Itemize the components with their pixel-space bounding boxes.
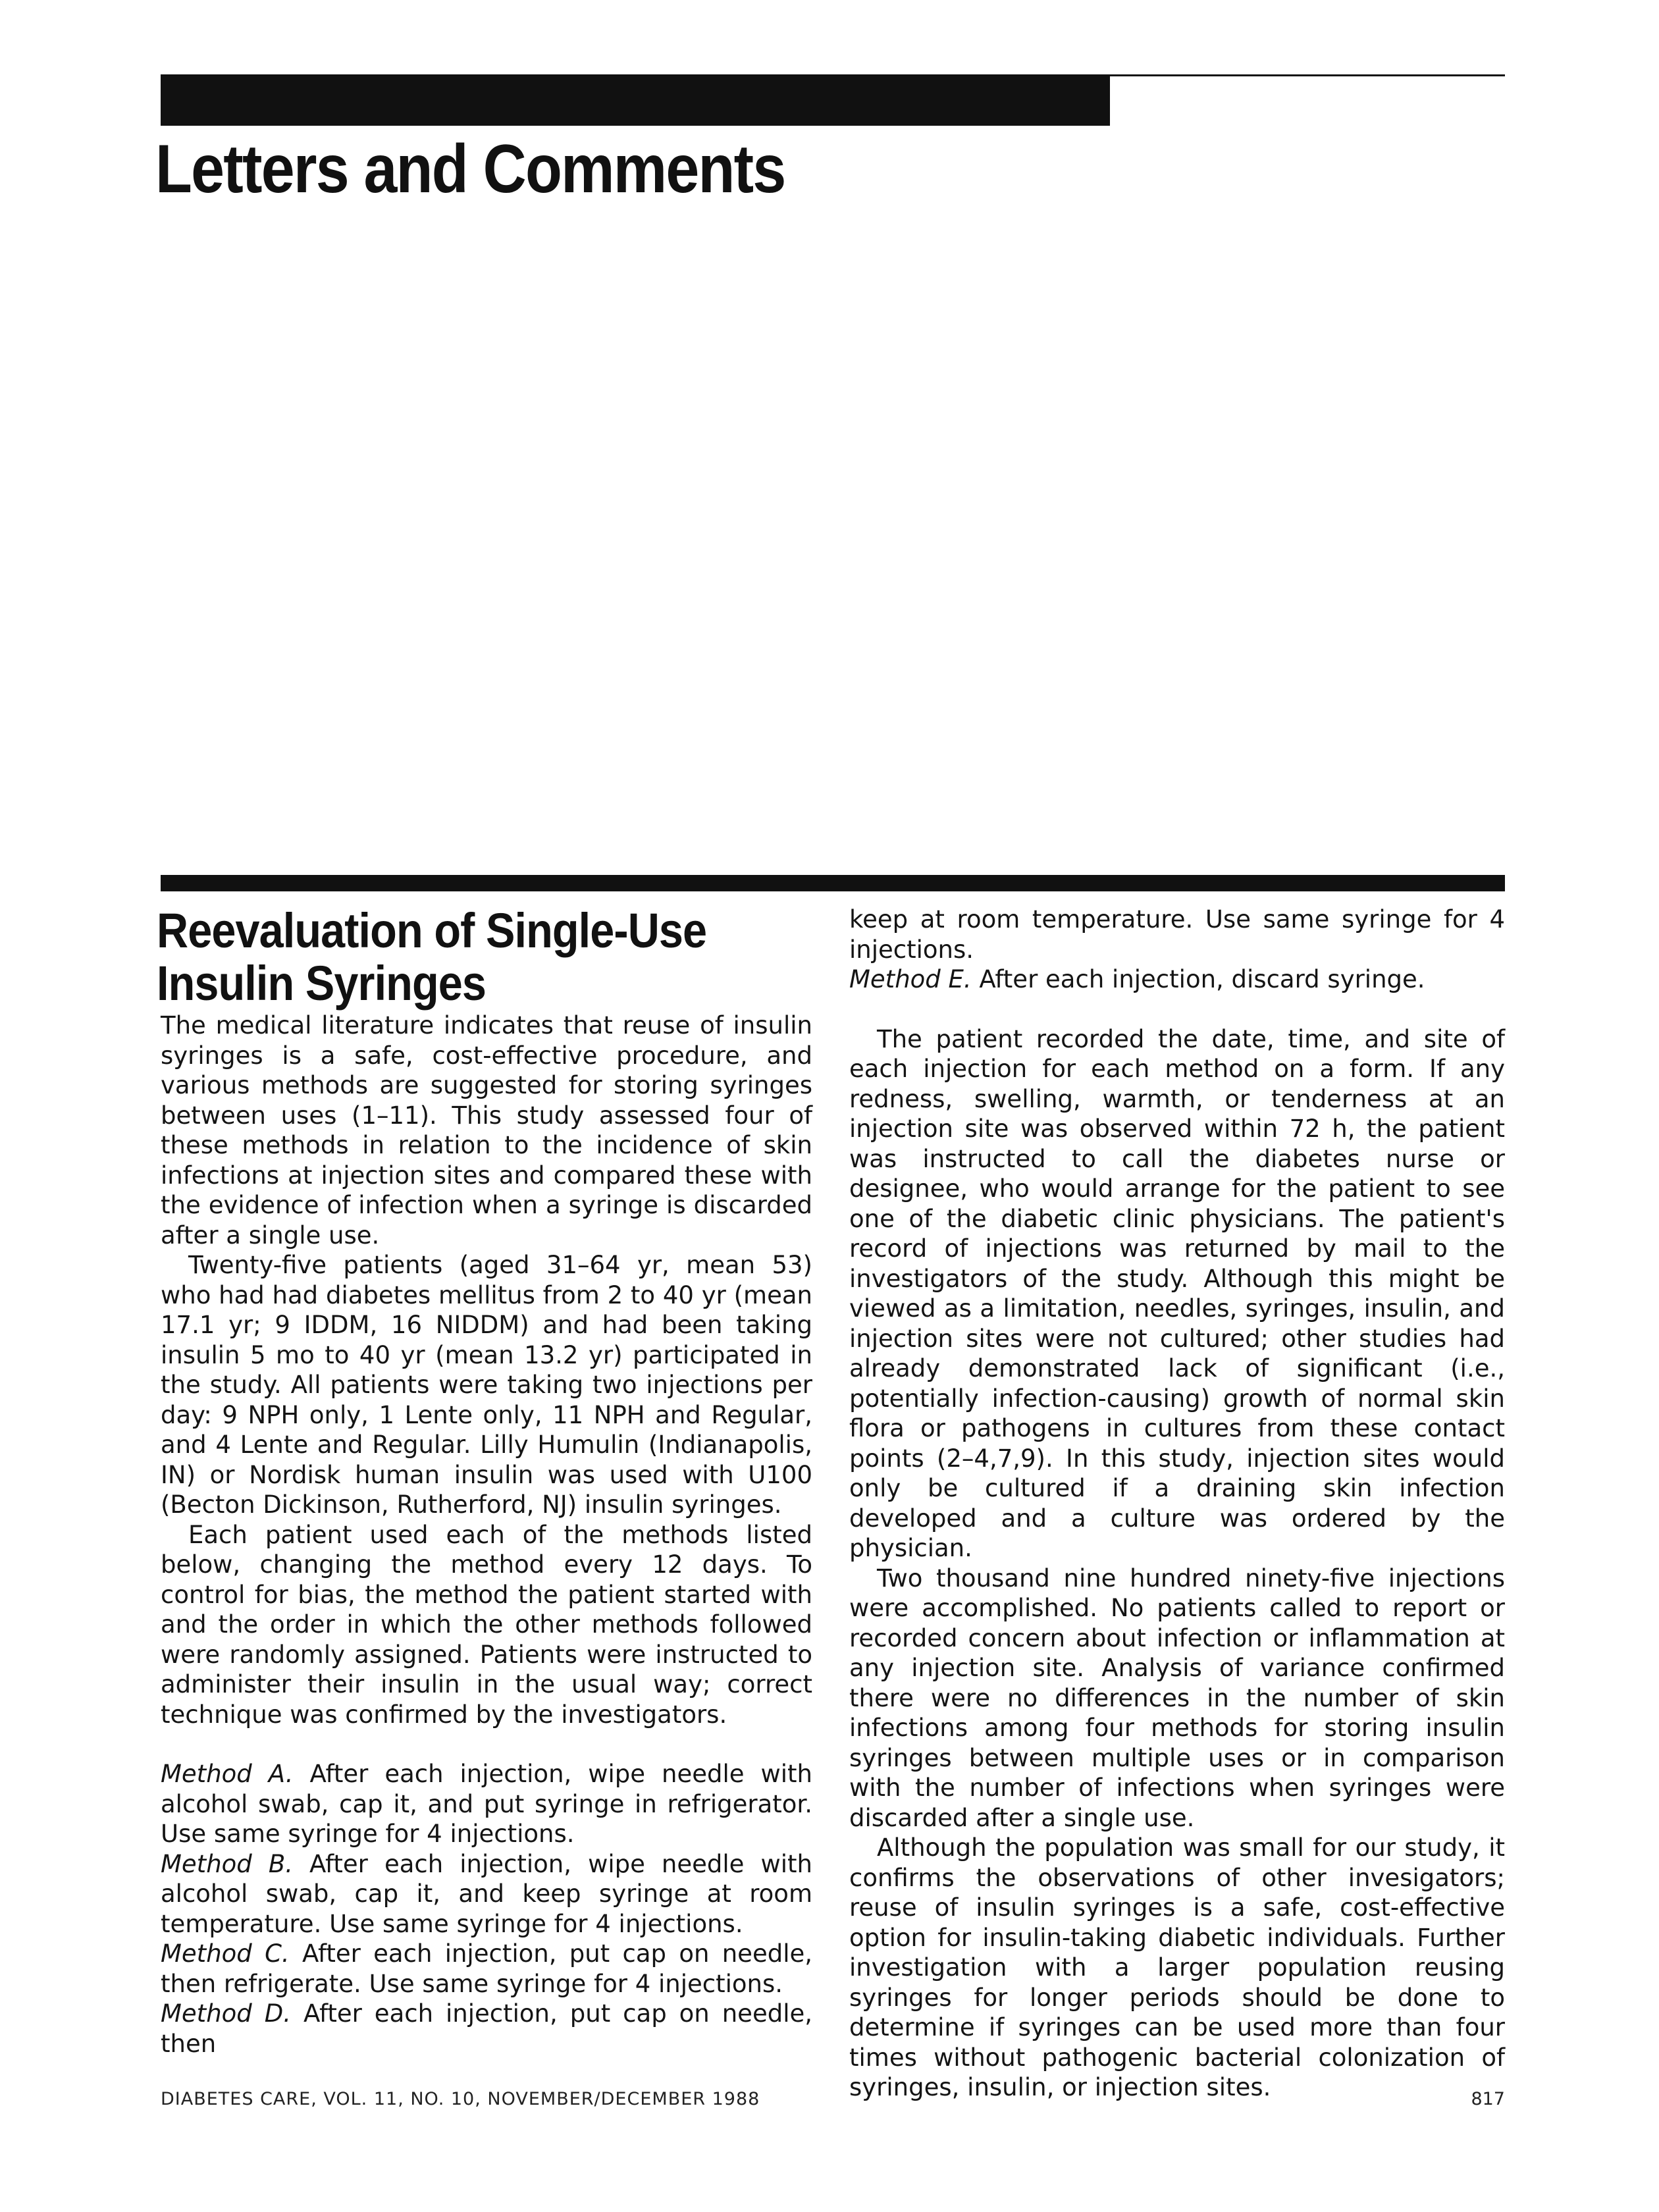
method-a — [161, 1759, 812, 1849]
method-c-text: After each injection, put cap on needle, then refrigerate. Use same syringe for 4 injections. — [161, 1939, 812, 1998]
article-title: Reevaluation of Single-Use Insulin Syringes — [157, 903, 707, 1011]
method-d-continued: keep at room temperature. Use same syringe for 4 injections. — [849, 905, 1505, 964]
method-c-label: Method C. — [161, 1939, 290, 1968]
method-d — [161, 1999, 812, 2059]
method-b-label: Method B. — [161, 1849, 293, 1878]
method-b — [161, 1849, 812, 1939]
paragraph-3: Each patient used each of the methods listed below, changing the method every 12 days. To control for bias, the method the patient started with and the order in which the other methods followed were randomly assigned. Patients were instructed to administer their insulin in the usual way; correct technique was confirmed by the investigators. — [161, 1520, 812, 1729]
header-rule — [1110, 74, 1505, 76]
right-column — [849, 905, 1505, 2103]
method-e — [849, 964, 1505, 995]
left-column — [161, 1011, 812, 2059]
paragraph-4: The patient recorded the date, time, and site of each injection for each method on a form. If any redness, swelling, warmth, or tenderness at an injection site was observed within 72 h, the patient was instructed to call the diabetes nurse or designee, who would arrange for the patient to see one of the diabetic clinic physicians. The patient's record of injections was returned by mail to the investigators of the study. Although this might be viewed as a limitation, needles, syringes, insulin, and injection sites were not cultured; other studies had already demonstrated lack of significant (i.e., potentially infection-causing) growth of normal skin flora or pathogens in cultures from these contact points (2–4,7,9). In this study, injection sites would only be cultured if a draining skin infection developed and a culture was ordered by the physician. — [849, 1024, 1505, 1562]
method-b-text: After each injection, wipe needle with alcohol swab, cap it, and keep syringe at room temperature. Use same syringe for 4 injections. — [161, 1849, 812, 1938]
footer-page-number: 817 — [1471, 2089, 1505, 2109]
method-c — [161, 1939, 812, 1999]
article-rule — [161, 875, 1505, 891]
paragraph-5: Two thousand nine hundred ninety-five injections were accomplished. No patients called to report or recorded concern about infection or inflammation at any injection site. Analysis of variance confirmed there were no differences in the number of skin infections among four methods for storing insulin syringes between multiple uses or in comparison with the number of infections when syringes were discarded after a single use. — [849, 1564, 1505, 1832]
method-d-label: Method D. — [161, 1999, 291, 2028]
method-a-text: After each injection, wipe needle with alcohol swab, cap it, and put syringe in refrigerator. Use same syringe for 4 injections. — [161, 1760, 812, 1848]
method-a-label: Method A. — [161, 1760, 294, 1788]
method-e-label: Method E. — [849, 965, 972, 993]
method-e-text: After each injection, discard syringe. — [971, 965, 1425, 993]
section-title: Letters and Comments — [155, 131, 785, 207]
paragraph-1: The medical literature indicates that reuse of insulin syringes is a safe, cost-effective procedure, and various methods are suggested for storing syringes between uses (1–11). This study assessed four of these methods in relation to the incidence of skin infections at injection sites and compared these with the evidence of infection when a syringe is discarded after a single use. — [161, 1011, 812, 1250]
footer-journal: DIABETES CARE, VOL. 11, NO. 10, NOVEMBER/DECEMBER 1988 — [161, 2089, 760, 2109]
paragraph-6: Although the population was small for our study, it confirms the observations of other invesigators; reuse of insulin syringes is a safe, cost-effective option for insulin-taking diabetic individuals. Further investigation with a larger population reusing syringes for longer periods should be done to determine if syringes can be used more than four times without pathogenic bacterial colonization of syringes, insulin, or injection sites. — [849, 1833, 1505, 2101]
paragraph-2: Twenty-five patients (aged 31–64 yr, mean 53) who had had diabetes mellitus from 2 to 40 yr (mean 17.1 yr; 9 IDDM, 16 NIDDM) and had been taking insulin 5 mo to 40 yr (mean 13.2 yr) participated in the study. All patients were taking two injections per day: 9 NPH only, 1 Lente only, 11 NPH and Regular, and 4 Lente and Regular. Lilly Humulin (Indianapolis, IN) or Nordisk human insulin was used with U100 (Becton Dickinson, Rutherford, NJ) insulin syringes. — [161, 1251, 812, 1519]
header-bar — [161, 74, 1110, 126]
method-d-text: After each injection, put cap on needle, then — [161, 1999, 812, 2058]
